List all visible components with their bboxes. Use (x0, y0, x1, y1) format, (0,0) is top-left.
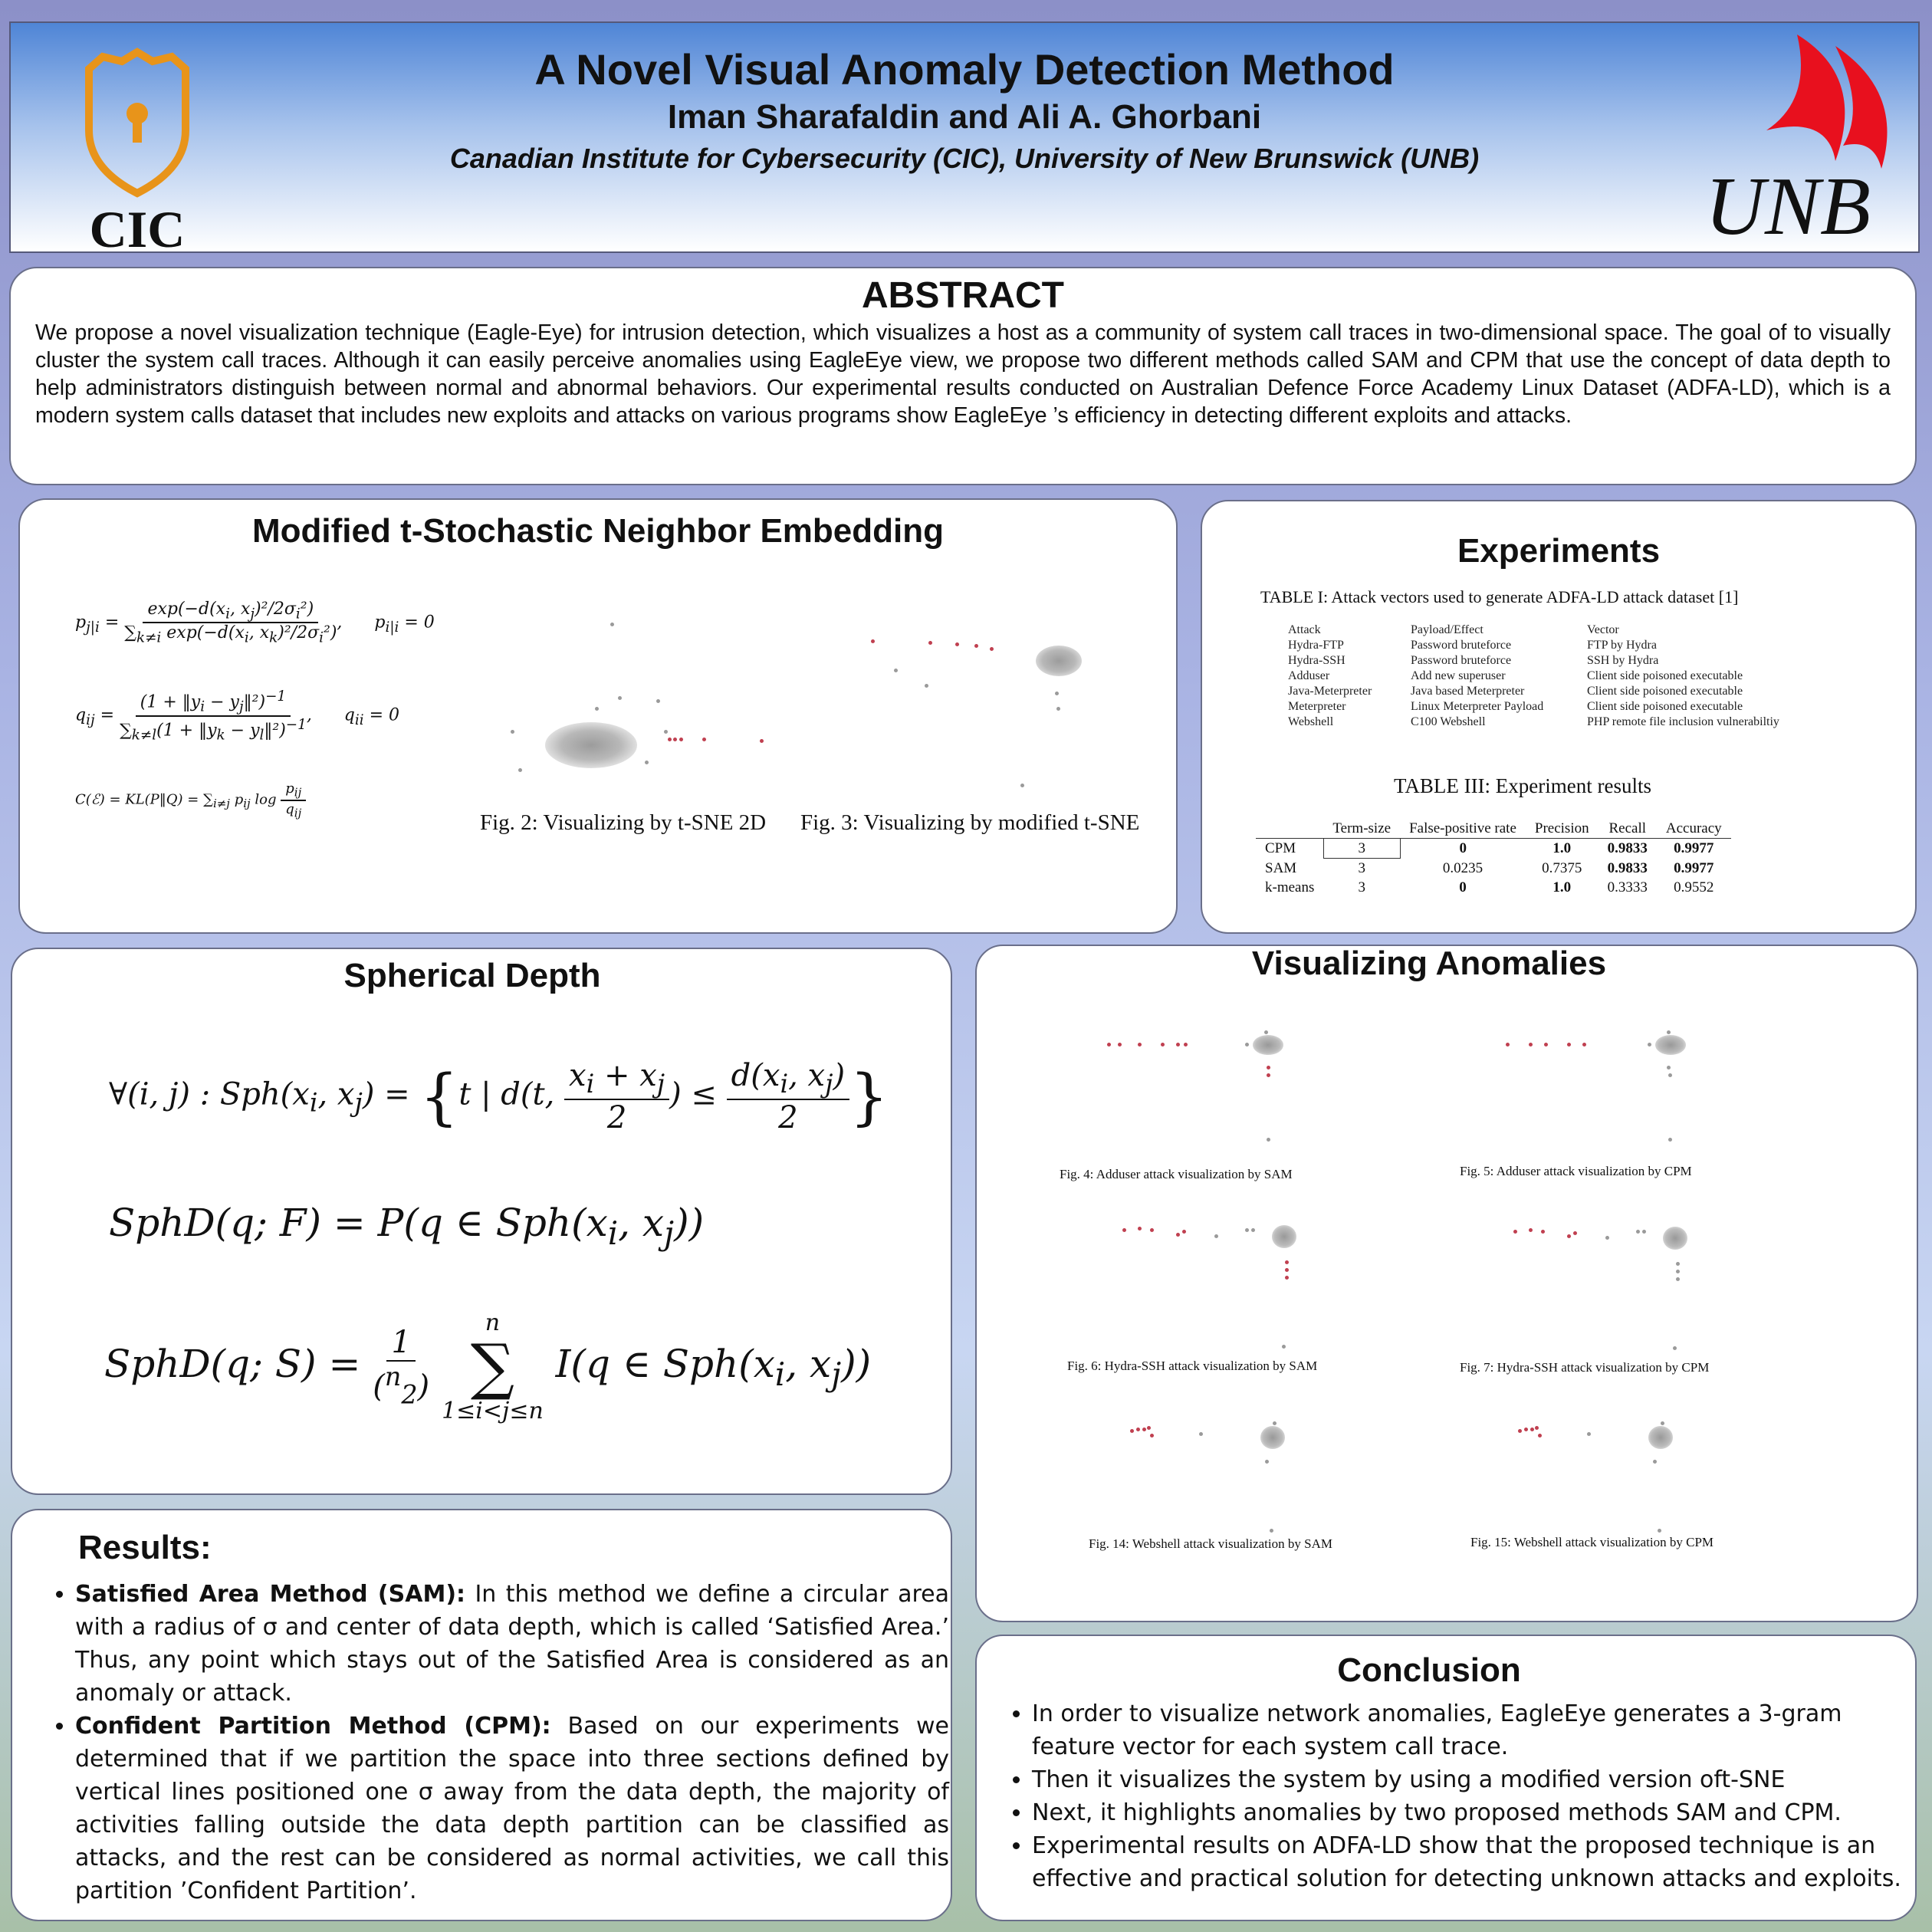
anomaly-point (1541, 1230, 1545, 1234)
cpm-label: Confident Partition Method (CPM): (75, 1713, 551, 1740)
table-header (1256, 819, 1323, 839)
fig2-cluster (545, 722, 637, 768)
conclusion-panel (975, 1635, 1917, 1921)
scatter-point (1658, 1529, 1661, 1533)
list-item: • Then it visualizes the system by using a modified version oft-SNE (1032, 1763, 1906, 1796)
scatter-point (1273, 1421, 1276, 1425)
anomaly-point (1518, 1429, 1522, 1433)
table-row: SAM 3 0.0235 0.7375 0.9833 0.9977 (1265, 859, 1714, 876)
unb-logo-text: UNB (1705, 161, 1871, 252)
cluster (1663, 1227, 1687, 1250)
anomaly-point (1513, 1230, 1517, 1234)
scatter-outlier (618, 696, 622, 700)
scatter-point (1667, 1066, 1671, 1070)
scatter-point (1245, 1043, 1249, 1046)
fig14-scatter (1130, 1421, 1322, 1536)
visualizing-title: Visualizing Anomalies (1251, 945, 1607, 982)
equation-sphd-f: SphD(q; F) = P(q ∈ $Sph(x_i$, $x_j$)) (109, 1201, 705, 1252)
scatter-point (1667, 1030, 1671, 1034)
scatter-outlier (925, 684, 928, 688)
list-item (75, 1578, 949, 1710)
results-title: Results: (78, 1529, 212, 1566)
table-header: Precision (1534, 820, 1589, 836)
tsne-title: Modified t-Stochastic Neighbor Embedding (252, 512, 944, 550)
fig4-caption: Fig. 4: Adduser attack visualization by SAM (1060, 1167, 1293, 1181)
scatter-outlier (1055, 692, 1059, 695)
anomaly-point (1267, 1073, 1270, 1077)
table3-caption: TABLE III: Experiment results (1394, 774, 1651, 797)
scatter-point (1661, 1421, 1664, 1425)
fig6-scatter (1122, 1222, 1322, 1352)
visualizing-anomalies-panel (975, 945, 1918, 1622)
anomaly-point (1567, 1043, 1571, 1046)
table-header-row (1288, 623, 1787, 638)
anomaly-point (1150, 1434, 1154, 1438)
list-item: • In order to visualize network anomalies, EagleEye generates a 3-gram feature vector for each system call trace. (1032, 1697, 1906, 1763)
tsne-panel (18, 498, 1178, 934)
anomaly-point (871, 639, 875, 643)
scatter-outlier (1056, 707, 1060, 711)
anomaly-point (1184, 1043, 1188, 1046)
scatter-point (1245, 1228, 1249, 1232)
anomaly-point (1142, 1428, 1146, 1431)
scatter-point (1267, 1138, 1270, 1142)
fig3-scatter (856, 630, 1109, 791)
table1-caption: TABLE I: Attack vectors used to generate ADFA-LD attack dataset [1] (1260, 587, 1739, 606)
sail-icon (1751, 31, 1904, 176)
anomaly-point (1136, 1428, 1140, 1431)
fig6-caption: Fig. 6: Hydra-SSH attack visualization by SAM (1067, 1359, 1318, 1373)
scatter-point (1605, 1236, 1609, 1240)
experiments-title: Experiments (1457, 532, 1661, 570)
table-row: Java-Meterpreter Java based Meterpreter Client side poisoned executable (1288, 685, 1743, 698)
experiments-panel (1201, 500, 1917, 934)
table-header: Attack (1288, 623, 1321, 636)
scatter-outlier (610, 623, 614, 626)
scatter-point (1676, 1277, 1680, 1281)
scatter-point (1270, 1529, 1273, 1533)
cpm-text: Based on our experiments we determined that if we partition the space into three sections defined by vertical lines positioned one σ away from the data depth, the majority of activities falling outside the data depth partition can be classified as attacks, and the rest can be considered as normal activities, we call this partition ’Confident Partition’. (75, 1713, 949, 1904)
list-item: • Experimental results on ADFA-LD show that the proposed technique is an effective and practical solution for detecting unknown attacks and exploits. (1032, 1829, 1906, 1895)
poster-affiliation: Canadian Institute for Cybersecurity (CIC), University of New Brunswick (UNB) (449, 143, 1480, 174)
anomaly-point (1582, 1043, 1586, 1046)
anomaly-point (1138, 1043, 1142, 1046)
fig3-cluster (1036, 646, 1082, 676)
anomaly-point (668, 738, 672, 741)
scatter-outlier (664, 730, 668, 734)
spherical-depth-panel (11, 948, 952, 1495)
anomaly-point (1118, 1043, 1122, 1046)
scatter-outlier (1020, 784, 1024, 787)
scatter-point (1673, 1346, 1677, 1350)
results-list (40, 1578, 949, 1907)
cluster (1272, 1225, 1296, 1248)
table-row: k-means 3 0 1.0 0.3333 0.9552 (1265, 879, 1714, 895)
anomaly-point (1182, 1230, 1186, 1234)
scatter-outlier (518, 768, 522, 772)
anomaly-point (1524, 1428, 1528, 1431)
scatter-point (1676, 1262, 1680, 1266)
anomaly-point (990, 647, 994, 651)
anomaly-point (1529, 1228, 1533, 1232)
scatter-point (1676, 1270, 1680, 1273)
anomaly-point (702, 738, 706, 741)
anomaly-point (1538, 1434, 1542, 1438)
anomaly-point (673, 738, 677, 741)
anomaly-point (1107, 1043, 1111, 1046)
scatter-outlier (595, 707, 599, 711)
equation-sphd-s: SphD(q; S) = $\frac{1}{(^n_2)}$ n ∑ 1≤i<j≤n I(q ∈ $Sph(x_i$, $x_j$)) (104, 1309, 872, 1424)
fig5-caption: Fig. 5: Adduser attack visualization by CPM (1460, 1164, 1692, 1178)
experiment-results-table (1256, 819, 1731, 897)
anomaly-point (974, 644, 978, 648)
table-row: Meterpreter Linux Meterpreter Payload Client side poisoned executable (1288, 700, 1743, 713)
scatter-point (1587, 1432, 1591, 1436)
scatter-point (1251, 1228, 1255, 1232)
anomaly-point (1161, 1043, 1165, 1046)
scatter-outlier (656, 699, 660, 703)
anomaly-point (1285, 1276, 1289, 1280)
equation-cost: C(ℰ) = KL(P‖Q) = $\sum_{i\ne j}$ $p_{ij}$ log $\frac{p_{ij}}{q_{ij}}$ (75, 780, 306, 820)
poster-header (9, 21, 1920, 258)
table-header: Accuracy (1665, 820, 1722, 836)
conclusion-title: Conclusion (1337, 1651, 1521, 1689)
cluster (1260, 1426, 1285, 1449)
scatter-outlier (511, 730, 514, 734)
anomaly-point (1267, 1066, 1270, 1070)
anomaly-point (1122, 1228, 1126, 1232)
table-row: Webshell C100 Webshell PHP remote file inclusion vulnerabiltiy (1288, 715, 1779, 728)
scatter-outlier (645, 761, 649, 764)
fig4-scatter (1107, 1030, 1306, 1145)
scatter-outlier (894, 669, 898, 672)
scatter-point (1653, 1460, 1657, 1464)
table-header: Recall (1608, 820, 1646, 836)
poster-authors: Iman Sharafaldin and Ali A. Ghorbani (667, 98, 1262, 136)
table-row: CPM 3 0 1.0 0.9833 0.9977 (1256, 839, 1731, 859)
abstract-text: We propose a novel visualization technique (Eagle-Eye) for intrusion detection, which visualizes a host as a community of system call traces in two-dimensional space. The goal of to visually cluster the system call traces. Although it can easily perceive anomalies using EagleEye view, we propose two different methods called SAM and CPM that use the concept of data depth to help administrators distinguish between normal and abnormal behaviors. Our experimental results conducted on Australian Defence Force Academy Linux Dataset (ADFA-LD), which is a modern system calls dataset that includes new exploits and attacks on various programs show EagleEye ’s efficiency in detecting different exploits and attacks. (35, 320, 1891, 428)
table-header: False-positive rate (1409, 820, 1516, 836)
abstract-panel (9, 267, 1917, 485)
attack-vectors-table (1288, 623, 1787, 730)
anomaly-point (1130, 1429, 1134, 1433)
anomaly-point (928, 641, 932, 645)
results-panel (11, 1509, 952, 1921)
fig3-caption: Fig. 3: Visualizing by modified t-SNE (800, 810, 1140, 835)
table-row: Hydra-FTP Password bruteforce FTP by Hydra (1288, 639, 1657, 652)
scatter-point (1199, 1432, 1203, 1436)
anomaly-point (1147, 1426, 1151, 1430)
anomaly-point (1150, 1228, 1154, 1232)
equation-sph: ∀(i, j) : $Sph(x_i$, $x_j) = \{t$ | d(t, $\frac{x_i + x_j}{2}$ ) ≤ $\frac{d(x_i, x_j)}{2}$ } (109, 1058, 889, 1135)
anomaly-point (1506, 1043, 1510, 1046)
table-header: Payload/Effect (1411, 623, 1484, 636)
cluster (1648, 1426, 1673, 1449)
scatter-point (1214, 1234, 1218, 1238)
fig15-scatter (1518, 1421, 1710, 1536)
scatter-point (1642, 1230, 1646, 1234)
unb-logo (1697, 31, 1912, 253)
fig14-caption: Fig. 14: Webshell attack visualization by SAM (1089, 1536, 1332, 1551)
table-row: Adduser Add new superuser Client side poisoned executable (1288, 669, 1743, 682)
anomaly-point (1535, 1426, 1539, 1430)
anomaly-point (1176, 1043, 1180, 1046)
scatter-point (1265, 1460, 1269, 1464)
cic-logo-text: CIC (89, 200, 186, 258)
anomaly-point (679, 738, 683, 741)
scatter-point (1648, 1043, 1651, 1046)
fig7-caption: Fig. 7: Hydra-SSH attack visualization by CPM (1460, 1360, 1710, 1375)
anomaly-point (1529, 1043, 1533, 1046)
scatter-point (1636, 1230, 1640, 1234)
conclusion-list (997, 1697, 1906, 1895)
fig2-scatter (511, 623, 802, 791)
equation-pji: $p_{j|i}$ = $\frac{\exp(-d(x_i, x_j)^2/2\sigma_i^2)}{\sum_{k\ne i} \exp(-d(x_i, x_k)^2/2\sigma_i^2)}$ , $p_{i|i} = 0$ (75, 600, 435, 646)
scatter-point (1668, 1138, 1672, 1142)
list-item: • Next, it highlights anomalies by two proposed methods SAM and CPM. (1032, 1796, 1906, 1829)
poster-title: A Novel Visual Anomaly Detection Method (534, 45, 1395, 94)
fig15-caption: Fig. 15: Webshell attack visualization by CPM (1470, 1535, 1714, 1549)
fig7-scatter (1513, 1224, 1713, 1354)
list-item (75, 1710, 949, 1907)
anomaly-point (1138, 1227, 1142, 1230)
sam-label: Satisfied Area Method (SAM): (75, 1581, 466, 1608)
sam-text: In this method we define a circular area with a radius of σ and center of data depth, which is called ‘Satisfied Area.’ Thus, any point which stays out of the Satisfied Area is considered as an anomaly or attack. (75, 1581, 949, 1707)
scatter-point (1264, 1030, 1268, 1034)
anomaly-point (1567, 1234, 1571, 1238)
anomaly-point (1285, 1268, 1289, 1272)
spherical-title: Spherical Depth (343, 957, 601, 994)
abstract-title: ABSTRACT (862, 275, 1064, 316)
table-header-row (1256, 819, 1731, 839)
table-header: Vector (1587, 623, 1619, 636)
anomaly-point (1285, 1260, 1289, 1264)
anomaly-point (1530, 1428, 1534, 1431)
table-row: Hydra-SSH Password bruteforce SSH by Hydra (1288, 654, 1659, 667)
table-header: Term-size (1332, 820, 1392, 836)
scatter-point (1668, 1073, 1672, 1077)
cluster (1253, 1035, 1283, 1055)
fig5-scatter (1506, 1030, 1705, 1145)
anomaly-point (1573, 1231, 1577, 1235)
anomaly-point (955, 642, 959, 646)
scatter-point (1282, 1345, 1286, 1349)
anomaly-point (1176, 1233, 1180, 1237)
cluster (1655, 1035, 1686, 1055)
anomaly-point (1544, 1043, 1548, 1046)
anomaly-point (760, 739, 764, 743)
equation-qij: $q_{ij}$ = $\frac{(1 + ‖y_i - y_j‖^2)^{-1}}{\sum_{k\ne l}(1 + ‖y_k - y_l‖^2)^{-1}}$ , $q_{ii} = 0$ (75, 688, 400, 744)
fig2-caption: Fig. 2: Visualizing by t-SNE 2D (480, 810, 767, 835)
